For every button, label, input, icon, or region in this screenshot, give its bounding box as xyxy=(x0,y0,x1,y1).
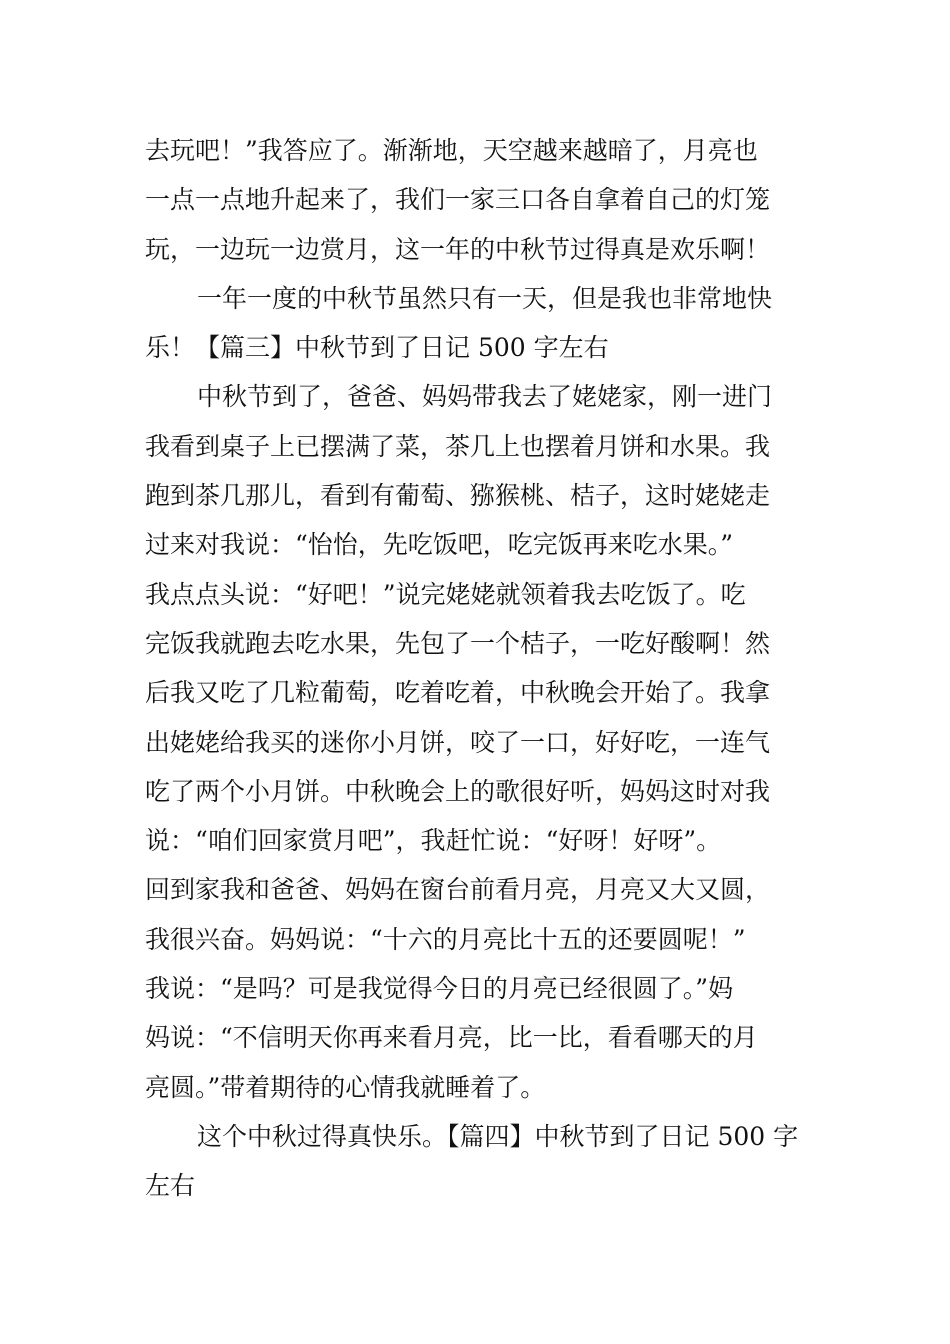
text-line: 我点点头说：“好吧！”说完姥姥就领着我去吃饭了。吃 xyxy=(145,579,746,609)
text-line: 说：“咱们回家赏月吧”，我赶忙说：“好呀！好呀”。 xyxy=(145,826,722,856)
text-line: 跑到茶几那儿，看到有葡萄、猕猴桃、桔子，这时姥姥走 xyxy=(145,481,771,511)
text-line: 一年一度的中秋节虽然只有一天，但是我也非常地快 xyxy=(197,283,773,313)
text-line: 过来对我说：“怡怡，先吃饭吧，吃完饭再来吃水果。” xyxy=(145,530,734,560)
text-line: 一点一点地升起来了，我们一家三口各自拿着自己的灯笼 xyxy=(145,185,771,215)
text-line: 后我又吃了几粒葡萄，吃着吃着，中秋晚会开始了。我拿 xyxy=(145,678,771,708)
text-line: 我说：“是吗？可是我觉得今日的月亮已经很圆了。”妈 xyxy=(145,974,734,1004)
text-line: 这个中秋过得真快乐。【篇四】中秋节到了日记 500 字 xyxy=(197,1121,799,1151)
text-line: 亮圆。”带着期待的心情我就睡着了。 xyxy=(145,1072,546,1102)
text-line: 中秋节到了，爸爸、妈妈带我去了姥姥家，刚一进门 xyxy=(197,382,773,412)
text-line: 乐！【篇三】中秋节到了日记 500 字左右 xyxy=(145,333,609,363)
text-line: 我很兴奋。妈妈说：“十六的月亮比十五的还要圆呢！” xyxy=(145,924,746,954)
text-line: 回到家我和爸爸、妈妈在窗台前看月亮，月亮又大又圆， xyxy=(145,875,771,905)
text-line: 妈说：“不信明天你再来看月亮，比一比，看看哪天的月 xyxy=(145,1023,758,1053)
text-line: 去玩吧！”我答应了。渐渐地，天空越来越暗了，月亮也 xyxy=(145,136,758,165)
text-line: 完饭我就跑去吃水果，先包了一个桔子，一吃好酸啊！然 xyxy=(145,628,771,658)
text-line: 玩，一边玩一边赏月，这一年的中秋节过得真是欢乐啊！ xyxy=(145,234,771,264)
text-line: 吃了两个小月饼。中秋晚会上的歌很好听，妈妈这时对我 xyxy=(145,776,771,806)
text-line: 出姥姥给我买的迷你小月饼，咬了一口，好好吃，一连气 xyxy=(145,727,771,757)
text-line: 我看到桌子上已摆满了菜，茶几上也摆着月饼和水果。我 xyxy=(145,431,771,461)
document-body-text xyxy=(145,126,810,1211)
text-line: 左右 xyxy=(145,1171,196,1201)
